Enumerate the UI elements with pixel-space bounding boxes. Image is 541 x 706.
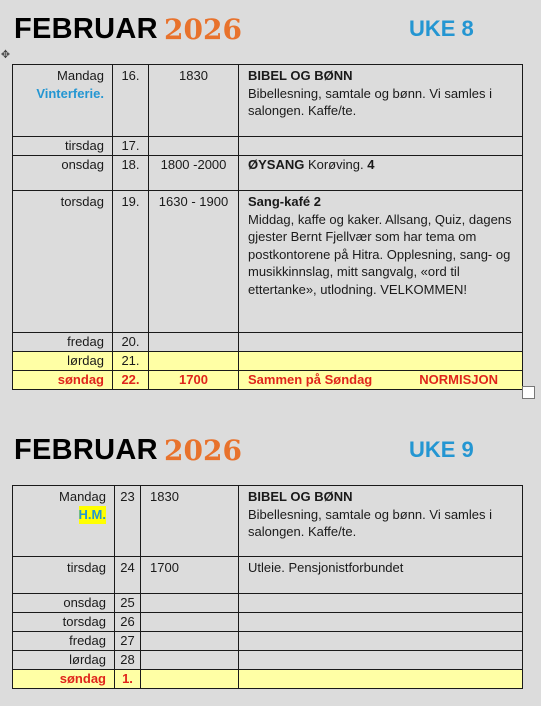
- day-cell[interactable]: lørdag: [13, 651, 115, 670]
- day-cell[interactable]: onsdag: [13, 594, 115, 613]
- table-row: [13, 352, 523, 371]
- day-cell[interactable]: lørdag: [13, 352, 113, 371]
- date-cell[interactable]: 22.: [113, 371, 149, 390]
- week-table: [12, 64, 523, 390]
- week-heading: [14, 434, 534, 466]
- table-row: [13, 486, 523, 557]
- table-row: [13, 651, 523, 670]
- day-cell[interactable]: søndag: [13, 371, 113, 390]
- time-cell[interactable]: [141, 670, 239, 689]
- date-cell[interactable]: 20.: [113, 333, 149, 352]
- day-label: Mandag: [57, 68, 104, 83]
- event-title: BIBEL OG BØNN: [248, 68, 353, 83]
- event-cell[interactable]: [239, 486, 523, 557]
- month-title: FEBRUAR: [14, 434, 158, 466]
- event-cell[interactable]: [239, 613, 523, 632]
- date-cell[interactable]: 19.: [113, 191, 149, 333]
- time-cell[interactable]: 1630 - 1900: [149, 191, 239, 333]
- time-cell[interactable]: 1700: [149, 371, 239, 390]
- time-cell[interactable]: 1800 -2000: [149, 156, 239, 191]
- date-cell[interactable]: 23: [115, 486, 141, 557]
- event-title: Sang-kafé 2: [248, 194, 321, 209]
- event-cell[interactable]: [239, 594, 523, 613]
- event-text: Middag, kaffe og kaker. Allsang, Quiz, dagens gjester Bernt Fjellvær som har tema om postkontorene på Hitra. Opplesning, sang- og musikkinnslag, mitt sangvalg, «ord til ettertanke», utlodning. VELKOMMEN!: [248, 211, 512, 297]
- table-row: [13, 65, 523, 137]
- time-cell[interactable]: [149, 137, 239, 156]
- event-cell[interactable]: [239, 191, 523, 333]
- time-cell[interactable]: [141, 613, 239, 632]
- event-subtitle: Korøving.: [304, 157, 368, 172]
- day-cell[interactable]: fredag: [13, 632, 115, 651]
- event-cell[interactable]: [239, 670, 523, 689]
- event-text: Bibellesning, samtale og bønn. Vi samles i salongen. Kaffe/te.: [248, 85, 492, 118]
- day-cell[interactable]: torsdag: [13, 191, 113, 333]
- day-cell[interactable]: tirsdag: [13, 557, 115, 594]
- day-cell[interactable]: [13, 65, 113, 137]
- resize-handle-icon[interactable]: [522, 386, 535, 399]
- event-number: 4: [367, 157, 375, 172]
- time-cell[interactable]: 1830: [149, 65, 239, 137]
- week-number: UKE 9: [409, 437, 474, 462]
- table-row: [13, 557, 523, 594]
- date-cell[interactable]: 28: [115, 651, 141, 670]
- time-cell[interactable]: [149, 333, 239, 352]
- day-cell[interactable]: fredag: [13, 333, 113, 352]
- table-row: [13, 156, 523, 191]
- date-cell[interactable]: 24: [115, 557, 141, 594]
- table-row: [13, 333, 523, 352]
- event-cell[interactable]: Utleie. Pensjonistforbundet: [239, 557, 523, 594]
- table-row: [13, 594, 523, 613]
- time-cell[interactable]: [141, 632, 239, 651]
- event-title: Sammen på Søndag: [248, 372, 373, 387]
- table-move-icon[interactable]: ✥: [0, 48, 11, 61]
- day-cell[interactable]: tirsdag: [13, 137, 113, 156]
- week-heading: [14, 13, 534, 45]
- day-cell[interactable]: torsdag: [13, 613, 115, 632]
- date-cell[interactable]: 1.: [115, 670, 141, 689]
- week-table: [12, 485, 523, 689]
- week-number: UKE 8: [409, 16, 474, 41]
- table-row: [13, 670, 523, 689]
- date-cell[interactable]: 21.: [113, 352, 149, 371]
- table-row: [13, 613, 523, 632]
- event-title: BIBEL OG BØNN: [248, 489, 353, 504]
- event-cell[interactable]: [239, 651, 523, 670]
- day-label: Mandag: [59, 489, 106, 504]
- day-note: Vinterferie.: [36, 86, 104, 101]
- event-text: Bibellesning, samtale og bønn. Vi samles i salongen. Kaffe/te.: [248, 506, 492, 539]
- event-cell[interactable]: [239, 352, 523, 371]
- day-cell[interactable]: [13, 486, 115, 557]
- date-cell[interactable]: 16.: [113, 65, 149, 137]
- month-title: FEBRUAR: [14, 13, 158, 45]
- time-cell[interactable]: [141, 594, 239, 613]
- year-title: 2026: [164, 13, 242, 46]
- date-cell[interactable]: 18.: [113, 156, 149, 191]
- event-organizer: NORMISJON: [419, 372, 498, 387]
- day-cell[interactable]: søndag: [13, 670, 115, 689]
- table-row: [13, 137, 523, 156]
- day-note: H.M.: [78, 507, 106, 522]
- time-cell[interactable]: 1830: [141, 486, 239, 557]
- table-row: [13, 632, 523, 651]
- date-cell[interactable]: 26: [115, 613, 141, 632]
- date-cell[interactable]: 25: [115, 594, 141, 613]
- event-title: ØYSANG: [248, 157, 305, 172]
- time-cell[interactable]: 1700: [141, 557, 239, 594]
- date-cell[interactable]: 27: [115, 632, 141, 651]
- time-cell[interactable]: [149, 352, 239, 371]
- day-cell[interactable]: onsdag: [13, 156, 113, 191]
- table-row: [13, 371, 523, 390]
- event-cell[interactable]: [239, 137, 523, 156]
- year-title: 2026: [164, 434, 242, 467]
- table-row: [13, 191, 523, 333]
- date-cell[interactable]: 17.: [113, 137, 149, 156]
- time-cell[interactable]: [141, 651, 239, 670]
- event-cell[interactable]: [239, 632, 523, 651]
- event-cell[interactable]: [239, 371, 523, 390]
- event-cell[interactable]: [239, 333, 523, 352]
- event-cell[interactable]: [239, 65, 523, 137]
- event-cell[interactable]: [239, 156, 523, 191]
